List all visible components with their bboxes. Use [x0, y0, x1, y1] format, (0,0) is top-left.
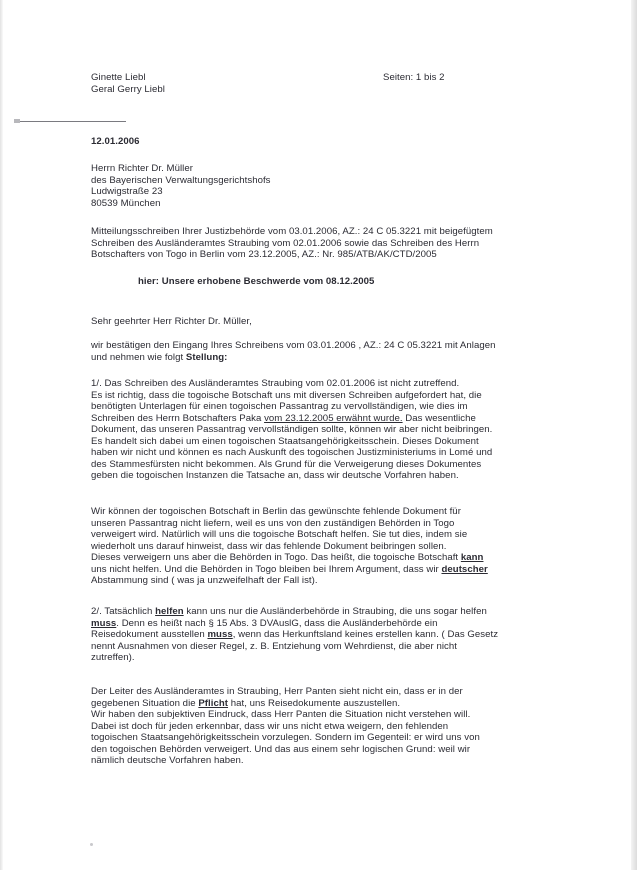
pflicht-emphasis: Pflicht — [198, 697, 229, 709]
body-text: gegebenen Situation die — [91, 697, 199, 709]
body-line: Wir können der togoischen Botschaft in Berlin das gewünschte fehlende Dokument für — [91, 506, 461, 517]
recipient-line: Herrn Richter Dr. Müller — [91, 163, 193, 174]
body-line: Dokument, das unseren Passantrag vervollständigen sollte, können wir aber nicht beibringen. — [91, 424, 493, 435]
body-line: Dabei ist doch für jeden erkennbar, dass wir uns nicht etwa weigern, den fehlenden — [91, 720, 449, 732]
body-line: haben wir nicht und können es nach Auskunft des togoischen Justizministeriums in Lomé und — [91, 447, 493, 458]
body-line — [91, 618, 498, 630]
body-line: wir bestätigen den Eingang Ihres Schreibens vom 03.01.2006 , AZ.: 24 C 05.3221 mit Anlagen — [91, 340, 496, 351]
paragraph-2 — [91, 506, 488, 587]
paragraph-1 — [91, 378, 492, 482]
body-line — [91, 629, 498, 641]
salutation: Sehr geehrter Herr Richter Dr. Müller, — [91, 316, 252, 327]
body-text: . Denn es heißt nach § 15 Abs. 3 DVAuslG, dass die Ausländerbehörde ein — [116, 617, 438, 629]
kann-emphasis: kann — [460, 552, 484, 563]
body-line: zutreffen). — [91, 652, 135, 663]
body-text: Schreiben des Herrn Botschafters Paka — [91, 412, 265, 424]
body-line: den togoischen Behörden verweigert. Und das aus einem sehr logischen Grund: weil wir — [91, 743, 471, 755]
stellung-emphasis: Stellung: — [185, 351, 228, 363]
underlined-date: vom 23.12.2005 erwähnt wurde. — [264, 412, 403, 424]
sender-name-2: Geral Gerry Liebl — [91, 83, 165, 95]
recipient-line: 80539 München — [91, 197, 161, 209]
body-line — [91, 564, 488, 576]
scan-edge-right — [631, 0, 637, 870]
reference-block — [91, 226, 493, 261]
letter-date: 12.01.2006 — [91, 136, 140, 147]
scan-edge-left — [0, 0, 3, 870]
paragraph-3 — [91, 606, 498, 664]
page-count: Seiten: 1 bis 2 — [383, 72, 445, 83]
intro-paragraph — [91, 340, 496, 363]
body-text: Das wesentliche — [402, 412, 476, 424]
body-text: Dieses verweigern uns aber die Behörden in Togo. Das heißt, die togoische Botschaft — [91, 552, 461, 563]
body-line: togoischen Staatsangehörigkeitsschein vorzulegen. Sondern im Gegenteil: er wird uns von — [91, 732, 480, 743]
recipient-line: Ludwigstraße 23 — [91, 186, 163, 197]
muss-emphasis: muss — [207, 629, 233, 640]
reference-line: Botschafters von Togo in Berlin vom 23.12.2005, AZ.: Nr. 985/ATB/AK/CTD/2005 — [91, 249, 437, 260]
body-line — [91, 413, 492, 425]
body-text: hat, uns Reisedokumente auszustellen. — [228, 697, 401, 709]
body-line: 1/. Das Schreiben des Ausländeramtes Straubing vom 02.01.2006 ist nicht zutreffend. — [91, 378, 460, 389]
body-line: unseren Passantrag nicht liefern, weil es uns von den zuständigen Behörden in Togo — [91, 517, 455, 529]
body-line: Der Leiter des Ausländeramtes in Straubing, Herr Panten sieht nicht ein, dass er in der — [91, 686, 463, 697]
body-text: uns nicht helfen. Und die Behörden in Togo bleiben bei Ihrem Argument, dass wir — [91, 563, 442, 575]
body-text: 2/. Tatsächlich — [91, 606, 156, 617]
recipient-line: des Bayerischen Verwaltungsgerichtshofs — [91, 174, 271, 186]
paragraph-4 — [91, 686, 480, 767]
reference-line: Schreiben des Ausländeramtes Straubing vom 02.01.2006 sowie das Schreiben des Herrn — [91, 237, 480, 249]
helfen-emphasis: helfen — [155, 606, 184, 617]
body-line — [91, 552, 488, 564]
scan-speck — [90, 843, 93, 846]
body-line: Wir haben den subjektiven Eindruck, dass Herr Panten die Situation nicht verstehen will. — [91, 709, 471, 720]
body-line: wiederholt uns darauf hinweist, dass wir das fehlende Dokument beibringen sollen. — [91, 540, 447, 552]
body-text: Reisedokument ausstellen — [91, 629, 208, 640]
reference-line: Mitteilungsschreiben Ihrer Justizbehörde vom 03.01.2006, AZ.: 24 C 05.3221 mit beigefügtem — [91, 226, 493, 237]
body-line: des Stammesfürsten nicht bekommen. Als Grund für die Verweigerung dieses Dokumentes — [91, 458, 482, 470]
body-line: benötigten Unterlagen für einen togoischen Passantrag zu vervollständigen, wie dies im — [91, 401, 468, 412]
body-line — [91, 698, 480, 710]
recipient-address — [91, 163, 271, 209]
body-text: und nehmen wie folgt — [91, 351, 186, 363]
divider-line — [20, 121, 126, 122]
body-text: kann uns nur die Ausländerbehörde in Straubing, die uns sogar helfen — [183, 606, 487, 617]
body-line: geben die togoischen Instanzen die Tatsache an, dass wir deutsche Vorfahren haben. — [91, 470, 459, 481]
body-line: verweigert wird. Natürlich will uns die togoische Botschaft helfen. Sie tut dies, indem sie — [91, 529, 468, 540]
body-line: nennt Ausnahmen von dieser Regel, z. B. Entziehung vom Wehrdienst, die aber nicht — [91, 640, 457, 652]
body-line: Es ist richtig, dass die togoische Botschaft uns mit diversen Schreiben aufgefordert hat, die — [91, 389, 482, 401]
body-line: Abstammung sind ( was ja unzweifelhaft der Fall ist). — [91, 575, 318, 586]
body-text: , wenn das Herkunftsland keines erstellen kann. ( Das Gesetz — [232, 629, 499, 640]
body-line — [91, 606, 498, 618]
muss-emphasis: muss — [91, 617, 117, 629]
sender-block — [91, 72, 165, 95]
sender-name-1: Ginette Liebl — [91, 72, 146, 83]
body-line: nämlich deutsche Vorfahren haben. — [91, 755, 244, 766]
subject-line: hier: Unsere erhobene Beschwerde vom 08.12.2005 — [138, 276, 375, 287]
body-line: Es handelt sich dabei um einen togoischen Staatsangehörigkeitsschein. Dieses Dokument — [91, 435, 479, 447]
deutscher-emphasis: deutscher — [441, 563, 488, 575]
body-line — [91, 352, 496, 364]
